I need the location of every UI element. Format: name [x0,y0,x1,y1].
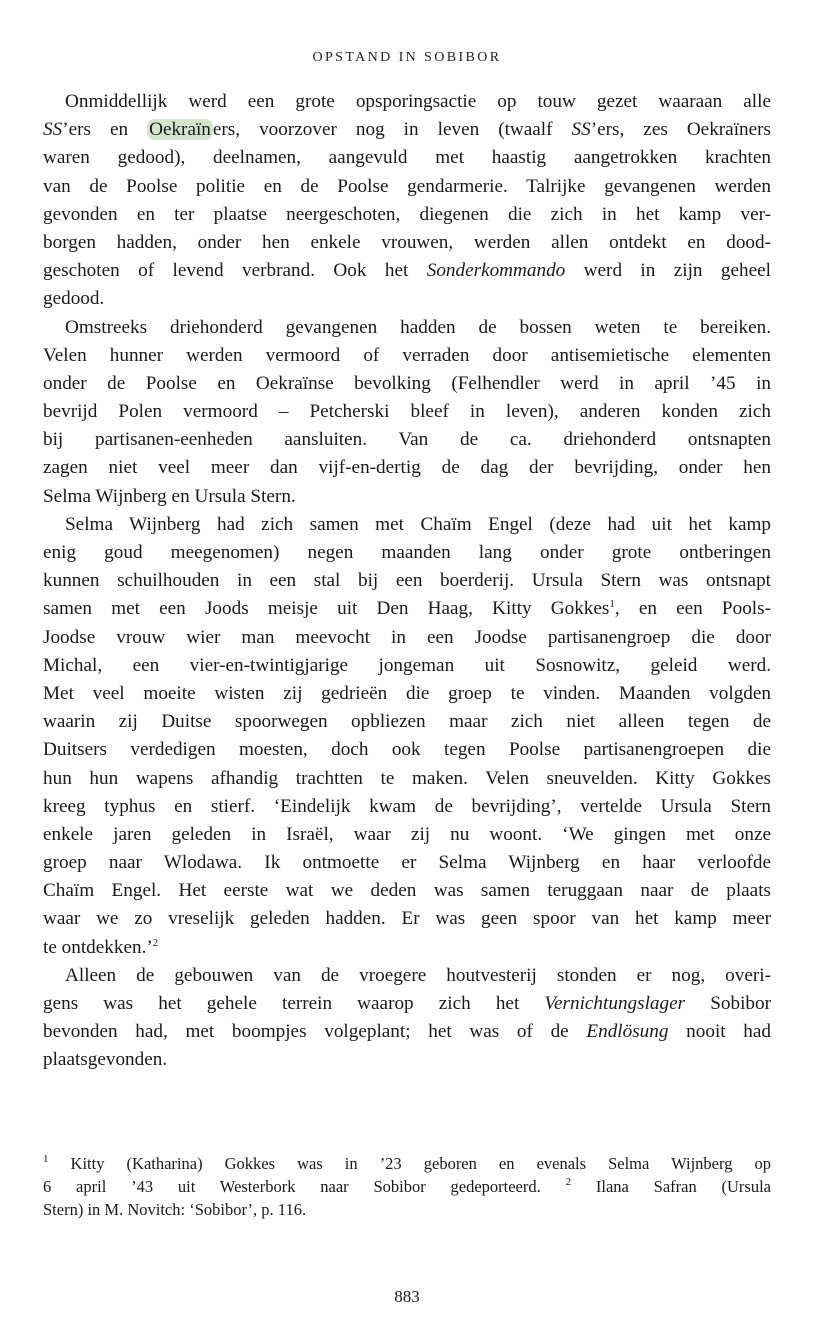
text-run: bij partisanen-eenheden aansluiten. Van de ca. driehonderd ontsnapten [43,429,771,451]
footnote-marker: 1 [43,1153,49,1165]
text-line [43,821,771,849]
text-run: onder de Poolse en Oekraïnse bevolking (Felhendler werd in april ’45 in [43,372,771,394]
text-line [43,1046,771,1074]
text-run: Omstreeks driehonderd gevangenen hadden de bossen weten te bereiken. [65,316,771,338]
text-line [43,229,771,257]
text-run: , en een Pools- [614,598,771,620]
text-run: gens was het gehele terrein waarop zich het [43,993,545,1014]
text-run: Kitty (Katharina) Gokkes was in ’23 geboren en evenals Selma Wijnberg op [48,1154,771,1173]
text-run: te ontdekken.’ [43,936,153,958]
paragraph [43,962,771,1075]
text-run: ’ers, zes Oekraïners [590,119,771,141]
text-run: Joodse vrouw wier man meevocht in een Joodse partisanengroep die door [43,626,771,648]
italic-run: Sonderkommando [426,260,566,282]
text-line [43,454,771,482]
text-line [43,793,771,821]
text-line [43,285,771,313]
text-line [43,708,771,736]
text-run: ’ers en [62,119,148,141]
text-line [43,680,771,708]
text-run: nooit had [668,1021,771,1043]
footnote-line [43,1175,771,1198]
footnote-line [43,1198,771,1221]
text-run: enkele jaren geleden in Israël, waar zij nu woont. ‘We gingen met onze [43,823,771,845]
text-line [43,173,771,201]
running-head: OPSTAND IN SOBIBOR [312,50,502,65]
text-line [43,88,771,116]
text-run: waarin zij Duitse spoorwegen opbliezen maar zich niet alleen tegen de [43,711,771,733]
text-line [43,257,771,285]
text-line [43,398,771,426]
text-run: Onmiddellijk werd een grote opsporingsactie op touw gezet waaraan alle [65,91,771,112]
text-run: Stern) in M. Novitch: ‘Sobibor’, p. 116. [43,1200,307,1219]
text-line [43,849,771,877]
text-line [43,567,771,595]
text-run: borgen hadden, onder hen enkele vrouwen, werden allen ontdekt en dood- [43,231,771,253]
text-run: Velen hunner werden vermoord of verraden door antisemietische elementen [43,344,771,366]
text-line [43,962,771,990]
text-line [43,314,771,342]
text-line [43,426,771,454]
text-line [43,652,771,680]
text-run: gedood. [43,288,105,310]
text-line [43,116,771,144]
italic-run: Vernichtungslager [544,993,686,1014]
text-run: Sobibor [685,993,771,1014]
text-line [43,877,771,905]
text-run: Michal, een vier-en-twintigjarige jongeman uit Sosnowitz, geleid werd. [43,654,771,676]
text-run: Chaïm Engel. Het eerste wat we deden was samen teruggaan naar de plaats [43,880,771,902]
text-run: waar we zo vreselijk geleden hadden. Er was geen spoor van het kamp meer [43,908,771,930]
text-run: groep naar Wlodawa. Ik ontmoette er Selma Wijnberg en haar verloofde [43,852,771,874]
highlighted-text[interactable]: Oekraïn [149,119,211,141]
text-line [43,201,771,229]
italic-run: Endlösung [586,1021,669,1043]
paragraph [43,88,771,314]
text-line [43,905,771,933]
text-line [43,595,771,623]
text-line [43,539,771,567]
text-run: van de Poolse politie en de Poolse gendarmerie. Talrijke gevangenen werden [43,175,771,197]
footnote-marker: 2 [565,1176,572,1188]
text-run: enig goud meegenomen) negen maanden lang onder grote ontberingen [43,542,771,563]
body-text [43,88,771,1075]
text-line [43,736,771,764]
text-line [43,990,771,1018]
text-run: hun hun wapens afhandig trachtten te maken. Velen sneuvelden. Kitty Gokkes [43,767,771,789]
text-line [43,934,771,962]
text-run: zagen niet veel meer dan vijf-en-dertig de dag der bevrijding, onder hen [43,457,771,479]
text-run: waren gedood), deelnamen, aangevuld met haastig aangetrokken krachten [43,147,771,169]
text-line [43,342,771,370]
text-line [43,370,771,398]
text-run: kreeg typhus en stierf. ‘Eindelijk kwam de bevrijding’, vertelde Ursula Stern [43,795,771,817]
footnote-ref[interactable]: 2 [152,936,159,949]
paragraph [43,314,771,511]
text-run: plaatsgevonden. [43,1049,168,1071]
text-line [43,511,771,539]
text-run: gevonden en ter plaatse neergeschoten, diegenen die zich in het kamp ver- [43,203,771,225]
text-run: 6 april ’43 uit Westerbork naar Sobibor gedeporteerd. [43,1177,566,1196]
text-line [43,1018,771,1046]
page-number: 883 [394,1287,420,1306]
footnote-line [43,1152,771,1175]
text-line [43,144,771,172]
text-run: bevrijd Polen vermoord – Petcherski bleef in leven), anderen konden zich [43,401,771,423]
text-run: geschoten of levend verbrand. Ook het [43,260,427,282]
text-line [43,483,771,511]
footnotes [43,1152,771,1221]
text-run: ers, voorzover nog in leven (twaalf [212,119,572,141]
text-run: Met veel moeite wisten zij gedrieën die groep te vinden. Maanden volgden [43,682,771,704]
text-run: samen met een Joods meisje uit Den Haag, Kitty Gokkes [43,598,610,620]
text-run: werd in zijn geheel [565,260,771,282]
text-run: Alleen de gebouwen van de vroegere houtvesterij stonden er nog, overi- [65,964,771,986]
text-run: bevonden had, met boompjes volgeplant; het was of de [43,1021,587,1043]
italic-run: SS [571,119,591,141]
text-run: Selma Wijnberg en Ursula Stern. [43,485,296,507]
text-line [43,765,771,793]
text-run: kunnen schuilhouden in een stal bij een boerderij. Ursula Stern was ontsnapt [43,570,771,592]
paragraph [43,511,771,962]
text-line [43,624,771,652]
text-run: Ilana Safran (Ursula [571,1177,771,1196]
italic-run: SS [43,119,63,141]
footnote-ref[interactable]: 1 [609,598,615,611]
text-run: Selma Wijnberg had zich samen met Chaïm Engel (deze had uit het kamp [65,513,771,535]
text-run: Duitsers verdedigen moesten, doch ook tegen Poolse partisanengroepen die [43,739,771,761]
